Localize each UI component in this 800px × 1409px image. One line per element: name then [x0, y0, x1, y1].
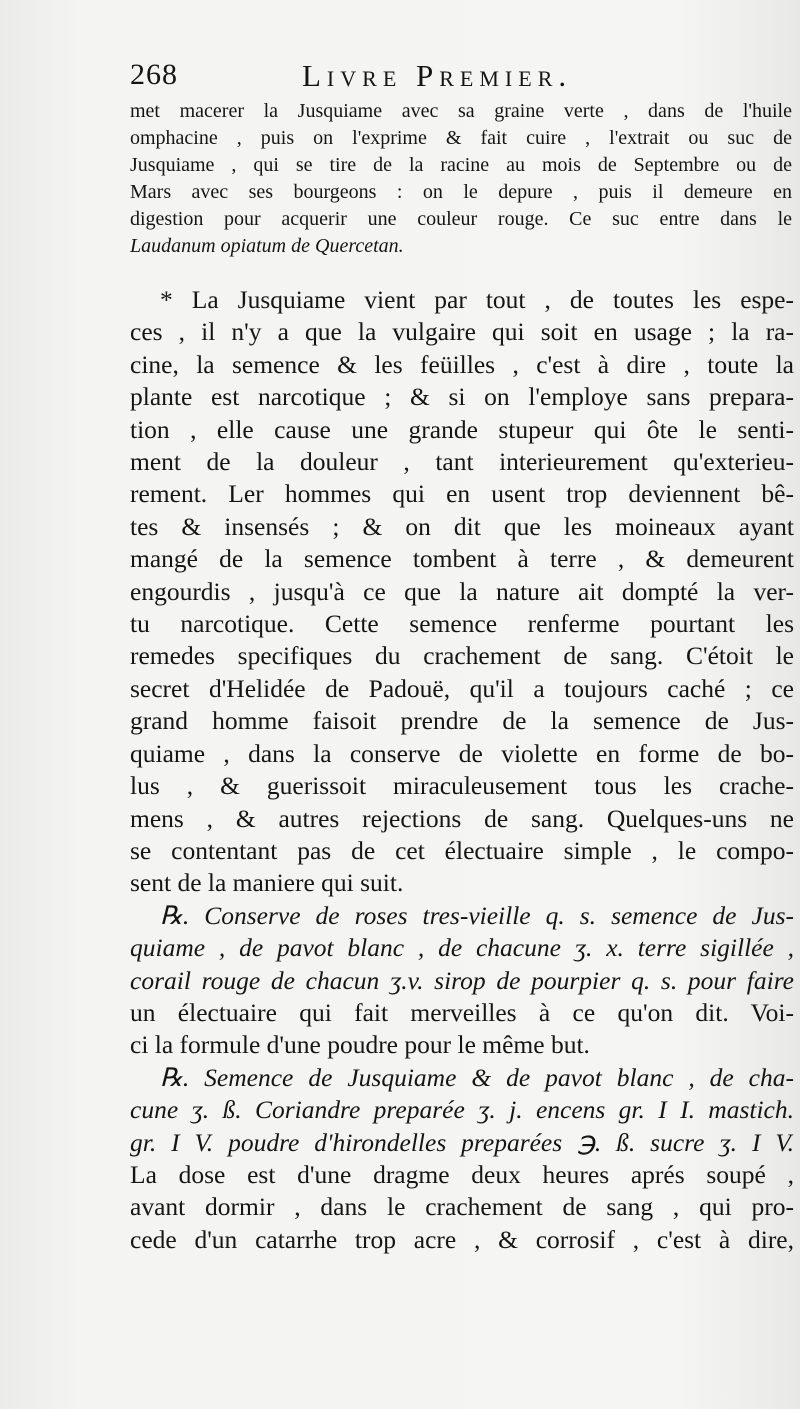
note-line: met macerer la Jusquiame avec sa graine verte , dans de l'huile — [130, 100, 792, 122]
text-line: ment de la douleur , tant interieurement qu'exterieu- — [130, 447, 794, 477]
text-line: se contentant pas de cet électuaire simple , le compo- — [130, 835, 794, 865]
footnote-paragraph — [130, 98, 792, 260]
note-line: Mars avec ses bourgeons : on le depure , puis il demeure en — [130, 181, 792, 203]
text-line: engourdis , jusqu'à ce que la nature ait dompté la ver- — [130, 576, 794, 606]
running-head — [130, 58, 770, 98]
text-line: mens , & autres rejections de sang. Quelques-uns ne — [130, 803, 794, 833]
page-number: 268 — [130, 58, 178, 91]
text-line: tion , elle cause une grande stupeur qui ôte le senti- — [130, 414, 794, 444]
text-line: tes & insensés ; & on dit que les moineaux ayant — [130, 511, 794, 541]
recipe-line: cune ʒ. ß. Coriandre preparée ʒ. j. encens gr. I I. mastich. — [130, 1095, 794, 1125]
text-line: ci la formule d'une poudre pour le même but. — [130, 1030, 590, 1060]
text-line: * La Jusquiame vient par tout , de toutes les espe- — [160, 285, 794, 314]
note-line: Jusquiame , qui se tire de la racine au mois de Septembre ou de — [130, 154, 792, 176]
text-line: plante est narcotique ; & si on l'employe sans prepara- — [130, 382, 794, 412]
book-title: Livre Premier. — [302, 58, 573, 93]
note-line: digestion pour acquerir une couleur rouge. Ce suc entre dans le — [130, 208, 792, 230]
text-line: lus , & guerissoit miraculeusement tous les crache- — [130, 771, 794, 801]
text-line: un électuaire qui fait merveilles à ce qu'on dit. Voi- — [130, 997, 794, 1027]
text-line: rement. Ler hommes qui en usent trop deviennent bê- — [130, 479, 794, 509]
main-text — [130, 284, 794, 1256]
recipe-line: ℞. Semence de Jusquiame & de pavot blanc , de cha- — [160, 1062, 794, 1092]
note-line: omphacine , puis on l'exprime & fait cuire , l'extrait ou suc de — [130, 127, 792, 149]
recipe-line: corail rouge de chacun ʒ.v. sirop de pourpier q. s. pour faire — [130, 965, 794, 995]
text-line: ces , il n'y a que la vulgaire qui soit en usage ; la ra- — [130, 317, 794, 347]
text-line: cine, la semence & les feüilles , c'est à dire , toute la — [130, 349, 794, 379]
text-line: avant dormir , dans le crachement de sang , qui pro- — [130, 1192, 794, 1222]
text-line: mangé de la semence tombent à terre , & demeurent — [130, 544, 794, 574]
text-line: cede d'un catarrhe trop acre , & corrosif , c'est à dire, — [130, 1224, 794, 1254]
text-line: La dose est d'une dragme deux heures aprés soupé , — [130, 1159, 794, 1189]
text-line: grand homme faisoit prendre de la semence de Jus- — [130, 706, 794, 736]
recipe-line: ℞. Conserve de roses tres-vieille q. s. semence de Jus- — [160, 900, 794, 930]
text-line: remedes specifiques du crachement de sang. C'étoit le — [130, 641, 794, 671]
text-line: quiame , dans la conserve de violette en forme de bo- — [130, 738, 794, 768]
text-line: sent de la maniere qui suit. — [130, 868, 404, 898]
recipe-line: quiame , de pavot blanc , de chacune ʒ. x. terre sigillée , — [130, 933, 794, 963]
text-line: tu narcotique. Cette semence renferme pourtant les — [130, 609, 794, 639]
recipe-line: gr. I V. poudre d'hirondelles preparées ℈. ß. sucre ʒ. I V. — [130, 1127, 794, 1157]
note-line: Laudanum opiatum de Quercetan. — [130, 235, 404, 257]
text-line: secret d'Helidée de Padouë, qu'il a toujours caché ; ce — [130, 673, 794, 703]
